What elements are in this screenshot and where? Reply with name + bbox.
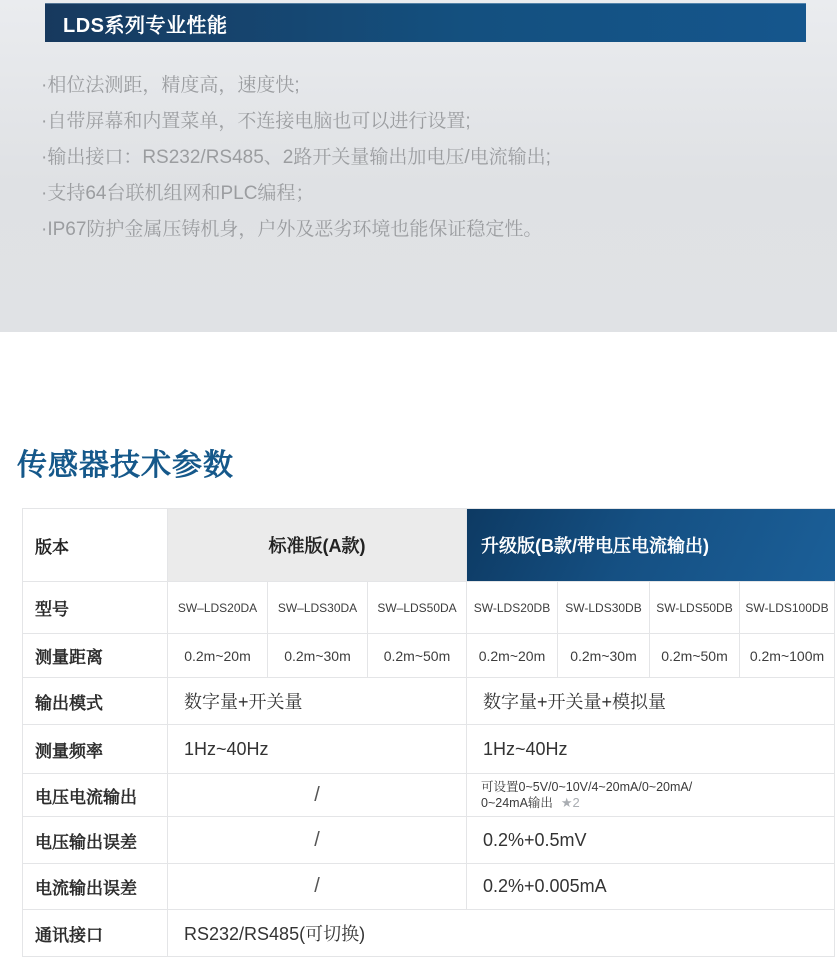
analog-output-b-line2: 0~24mA输出 [481,796,553,810]
feature-bullet: ·相位法测距，精度高，速度快; [41,75,300,96]
row-label-range: 测量距离 [23,634,168,678]
feature-bullet: ·支持64台联机组网和PLC编程； [41,183,315,204]
range-value: 0.2m~30m [558,634,650,678]
analog-output-b-line1: 可设置0~5V/0~10V/4~20mA/0~20mA/ [481,780,693,794]
feature-header-bar [45,3,806,42]
row-label-comm-interface: 通讯接口 [23,910,168,957]
row-label-voltage-error: 电压输出误差 [23,817,168,864]
model-value: SW–LDS30DA [268,582,368,634]
feature-panel [0,0,837,332]
row-label-current-error: 电流输出误差 [23,864,168,910]
feature-header-title: LDS系列专业性能 [63,14,228,37]
row-label-analog-output: 电压电流输出 [23,774,168,817]
comm-interface-value: RS232/RS485(可切换) [168,910,835,957]
range-value: 0.2m~50m [368,634,467,678]
output-mode-a: 数字量+开关量 [168,678,467,725]
range-value: 0.2m~100m [740,634,835,678]
feature-bullet: ·自带屏幕和内置菜单，不连接电脑也可以进行设置; [41,111,471,132]
feature-bullet-list [41,68,801,248]
table-header-group-a: 标准版(A款) [168,509,467,582]
spec-table [22,508,835,957]
analog-output-a: / [168,774,467,817]
row-label-frequency: 测量频率 [23,725,168,774]
current-error-b: 0.2%+0.005mA [467,864,835,910]
table-header-version: 版本 [23,509,168,582]
section-title: 传感器技术参数 [17,449,234,482]
output-mode-b: 数字量+开关量+模拟量 [467,678,835,725]
voltage-error-a: / [168,817,467,864]
frequency-a: 1Hz~40Hz [168,725,467,774]
row-label-output-mode: 输出模式 [23,678,168,725]
row-label-model: 型号 [23,582,168,634]
analog-output-b [467,774,835,817]
range-value: 0.2m~30m [268,634,368,678]
range-value: 0.2m~20m [168,634,268,678]
model-value: SW-LDS30DB [558,582,650,634]
model-value: SW-LDS100DB [740,582,835,634]
range-value: 0.2m~50m [650,634,740,678]
feature-bullet: ·IP67防护金属压铸机身，户外及恶劣环境也能保证稳定性。 [41,219,543,240]
feature-bullet: ·输出接口：RS232/RS485、2路开关量输出加电压/电流输出; [41,147,551,168]
current-error-a: / [168,864,467,910]
table-header-group-b: 升级版(B款/带电压电流输出) [467,509,835,582]
model-value: SW-LDS50DB [650,582,740,634]
range-value: 0.2m~20m [467,634,558,678]
model-value: SW–LDS50DA [368,582,467,634]
footnote-marker: ★2 [560,795,580,810]
voltage-error-b: 0.2%+0.5mV [467,817,835,864]
model-value: SW–LDS20DA [168,582,268,634]
frequency-b: 1Hz~40Hz [467,725,835,774]
model-value: SW-LDS20DB [467,582,558,634]
